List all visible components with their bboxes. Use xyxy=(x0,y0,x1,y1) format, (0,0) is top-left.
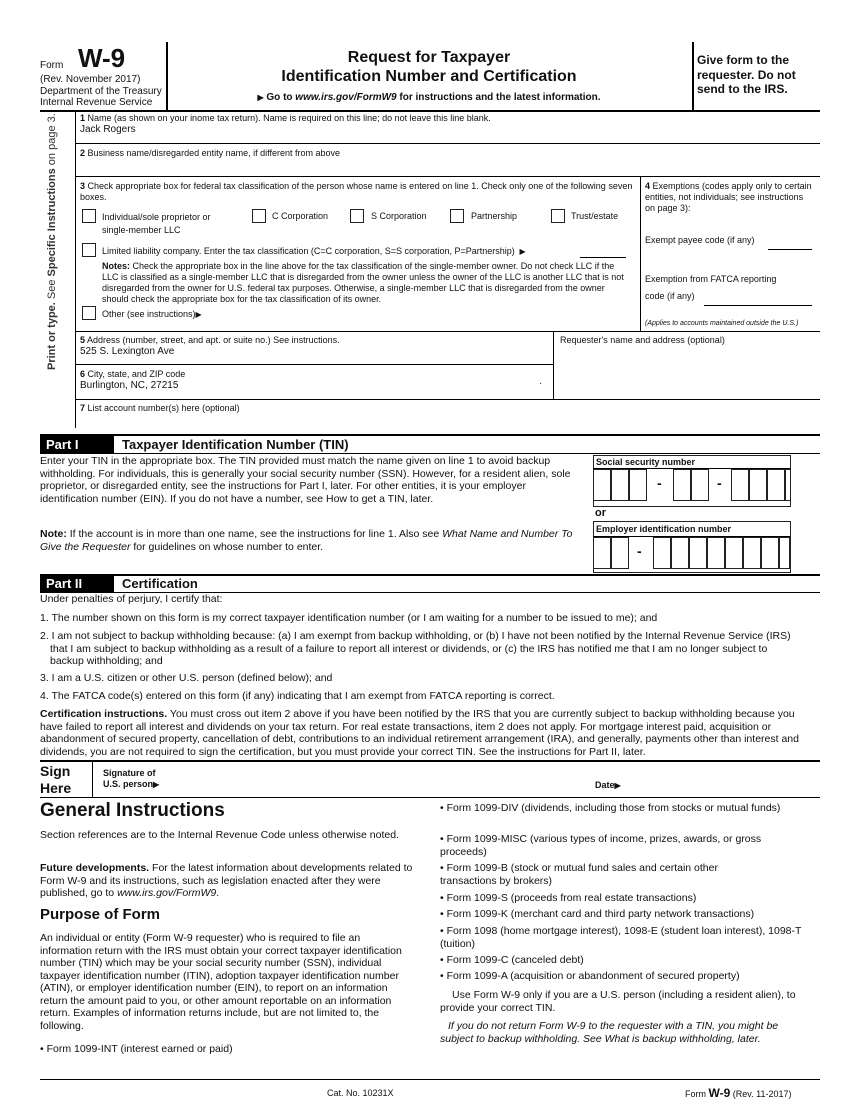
arrow-icon: ▶ xyxy=(614,781,621,790)
line5-label: 5 Address (number, street, and apt. or suite no.) See instructions. xyxy=(80,335,340,345)
individual-label: Individual/sole proprietor or single-member LLC xyxy=(102,212,211,235)
bullet-1099-k: • Form 1099-K (merchant card and third party network transactions) xyxy=(440,908,755,920)
account-numbers-field[interactable] xyxy=(80,414,815,427)
goto-instructions: ▶ Go to www.irs.gov/FormW9 for instructions and the latest information. xyxy=(257,92,601,103)
form-revision: (Rev. November 2017) xyxy=(40,74,141,85)
date-field[interactable] xyxy=(625,770,815,792)
s-corporation-checkbox[interactable] xyxy=(350,209,364,223)
bullet-1099-int: • Form 1099-INT (interest earned or paid) xyxy=(40,1043,233,1055)
trust-estate-label: Trust/estate xyxy=(571,211,619,221)
ein-dash: - xyxy=(637,543,642,559)
signature-field[interactable] xyxy=(175,765,585,793)
line7-label: 7 List account number(s) here (optional) xyxy=(80,403,240,413)
bullet-1098: • Form 1098 (home mortgage interest), 1098-E (student loan interest), 1098-T (tuition) xyxy=(440,925,802,950)
arrow-icon: ▶ xyxy=(195,310,202,319)
part2-intro: Under penalties of perjury, I certify that: xyxy=(40,593,223,605)
ein-digit[interactable] xyxy=(653,537,671,569)
part1-tag: Part I xyxy=(40,436,114,453)
llc-classification-field[interactable] xyxy=(580,257,626,258)
cert-item-1: 1. The number shown on this form is my correct taxpayer identification number (or I am waiting for a number to be issued to me); and xyxy=(40,612,658,624)
exemptions-label: 4 Exemptions (codes apply only to certain entities, not individuals; see instructions on page 3): xyxy=(645,181,812,213)
form-number: W-9 xyxy=(78,43,126,73)
c-corporation-checkbox[interactable] xyxy=(252,209,266,223)
fatca-code-field[interactable] xyxy=(704,305,812,306)
give-form-note: Give form to the requester. Do not send to the IRS. xyxy=(697,53,796,96)
cert-item-4: 4. The FATCA code(s) entered on this form (if any) indicating that I am exempt from FATCA reporting is correct. xyxy=(40,690,555,702)
ssn-digit[interactable] xyxy=(611,469,629,501)
line3-label: 3 Check appropriate box for federal tax classification of the person whose name is entered on line 1. Check only one of the following seven boxes. xyxy=(80,181,633,202)
ein-digit[interactable] xyxy=(707,537,725,569)
trust-estate-checkbox[interactable] xyxy=(551,209,565,223)
purpose-heading: Purpose of Form xyxy=(40,906,161,923)
ein-digit[interactable] xyxy=(611,537,629,569)
purpose-text: An individual or entity (Form W-9 requester) who is required to file an information return with the IRS must obtain your correct taxpayer identification number (TIN) which may be your social security number (SSN), individual taxpayer identification number (ITIN), adoption taxpayer identification number (ATIN), or employer identification number (EIN), to report on an information return the amount paid to you, or other amount reportable on an information return. Examples of information returns include, but are not limited to, the following. xyxy=(40,932,402,1032)
ssn-label: Social security number xyxy=(596,457,696,467)
requester-field[interactable] xyxy=(556,348,818,397)
cert-instructions: Certification instructions. You must cross out item 2 above if you have been notified by the IRS that you are currently subject to backup withholding because you have failed to report all interest and dividends on your tax return. For real estate transactions, item 2 does not apply. For mortgage interest paid, acquisition or abandonment of secured property, cancellation of debt, contributions to an individual retirement arrangement (IRA), and generally, payments other than interest and dividends, you are not required to sign the certification, but you must provide your correct TIN. See the instructions for Part II, later. xyxy=(40,708,799,758)
other-checkbox[interactable] xyxy=(82,306,96,320)
c-corporation-label: C Corporation xyxy=(272,211,329,221)
partnership-checkbox[interactable] xyxy=(450,209,464,223)
cert-item-2: 2. I am not subject to backup withholding because: (a) I am exempt from backup withholding, or (b) I have not been notified by the Internal Revenue Service (IRS) that I am subject to backup withholding as a result of a failure to report all interest or dividends, or (c) the IRS has notified me that I am no longer subject to backup withholding; and xyxy=(40,630,791,667)
ssn-digit[interactable] xyxy=(629,469,647,501)
cert-item-3: 3. I am a U.S. citizen or other U.S. person (defined below); and xyxy=(40,672,333,684)
line1-label: 1 Name (as shown on your inome tax return). Name is required on this line; do not leave this line blank. xyxy=(80,113,491,123)
date-label: Date▶ xyxy=(595,780,621,790)
ein-digit[interactable] xyxy=(593,537,611,569)
fatca-label-1: Exemption from FATCA reporting xyxy=(645,274,777,284)
ein-digit[interactable] xyxy=(725,537,743,569)
name-field[interactable]: Jack Rogers xyxy=(80,124,136,135)
ssn-digit[interactable] xyxy=(767,469,785,501)
form-word: Form xyxy=(40,60,64,71)
llc-label: Limited liability company. Enter the tax classification (C=C corporation, S=S corporation, P=Partnership) ▶ xyxy=(102,246,526,256)
exempt-payee-field[interactable] xyxy=(768,249,812,250)
llc-checkbox[interactable] xyxy=(82,243,96,257)
form-title-line2: Identification Number and Certification xyxy=(281,68,577,85)
city-state-zip-field[interactable]: Burlington, NC, 27215 xyxy=(80,380,179,391)
arrow-icon: ▶ xyxy=(153,780,160,789)
ein-digit[interactable] xyxy=(671,537,689,569)
line6-label: 6 City, state, and ZIP code xyxy=(80,369,186,379)
other-label: Other (see instructions)▶ xyxy=(102,309,202,319)
bullet-1099-a: • Form 1099-A (acquisition or abandonment of secured property) xyxy=(440,970,740,982)
ein-label: Employer identification number xyxy=(596,524,732,534)
ein-digit[interactable] xyxy=(743,537,761,569)
here-label: Here xyxy=(40,780,72,796)
backup-withholding-note: If you do not return Form W-9 to the requester with a TIN, you might be subject to backup withholding. See What is backup withholding, later. xyxy=(440,1020,779,1045)
ein-digit[interactable] xyxy=(779,537,790,569)
ssn-dash: - xyxy=(657,475,662,491)
dot-mark: · xyxy=(539,378,543,389)
part1-note: Note: If the account is in more than one name, see the instructions for line 1. Also see What Name and Number To Give the Requester for guidelines on whose number to enter. xyxy=(40,528,573,553)
address-field[interactable]: 525 S. Lexington Ave xyxy=(80,346,175,357)
requester-label: Requester's name and address (optional) xyxy=(560,335,725,345)
ssn-digit[interactable] xyxy=(731,469,749,501)
ssn-digit[interactable] xyxy=(749,469,767,501)
ssn-dash: - xyxy=(717,475,722,491)
ein-digit[interactable] xyxy=(689,537,707,569)
form-label xyxy=(40,60,63,71)
part2-title: Certification xyxy=(122,576,198,591)
sign-label: Sign xyxy=(40,763,71,779)
ssn-digit[interactable] xyxy=(593,469,611,501)
ssn-digit[interactable] xyxy=(785,469,791,501)
bullet-1099-c: • Form 1099-C (canceled debt) xyxy=(440,954,584,966)
department-label: Department of the Treasury xyxy=(40,86,162,97)
exempt-payee-label: Exempt payee code (if any) xyxy=(645,235,755,245)
part1-title: Taxpayer Identification Number (TIN) xyxy=(122,437,349,452)
catalog-number: Cat. No. 10231X xyxy=(327,1088,394,1098)
partnership-label: Partnership xyxy=(471,211,518,221)
irs-url: www.irs.gov/FormW9 xyxy=(295,92,397,103)
irs-url: www.irs.gov/FormW9 xyxy=(117,887,217,899)
fatca-applies-note: (Applies to accounts maintained outside the U.S.) xyxy=(645,320,799,327)
llc-notes: Notes: Check the appropriate box in the line above for the tax classification of the single-member owner. Do not check LLC if the LLC is classified as a single-member LLC that is disregarded from the owner unless the owner of the LLC is another LLC that is not disregarded from the owner for U.S. federal tax purposes. Otherwise, a single-member LLC that is disregarded from the owner should check the appropriate box for the tax classification of its owner. xyxy=(102,261,624,304)
use-form-note: Use Form W-9 only if you are a U.S. person (including a resident alien), to provide your correct TIN. xyxy=(440,989,796,1014)
form-title-line1: Request for Taxpayer xyxy=(347,49,511,66)
line2-label: 2 Business name/disregarded entity name, if different from above xyxy=(80,148,340,158)
fatca-label-2: code (if any) xyxy=(645,291,695,301)
arrow-icon: ▶ xyxy=(257,93,264,102)
future-developments: Future developments. For the latest information about developments related to Form W-9 and its instructions, such as legislation enacted after they were published, go to www.irs.gov/FormW9. xyxy=(40,862,413,899)
arrow-icon: ▶ xyxy=(517,247,526,256)
footer-form: Form W-9 (Rev. 11-2017) xyxy=(685,1086,792,1100)
ssn-digit[interactable] xyxy=(691,469,709,501)
bullet-1099-div: • Form 1099-DIV (dividends, including those from stocks or mutual funds) xyxy=(440,802,781,814)
s-corporation-label: S Corporation xyxy=(371,211,427,221)
signature-label: Signature of U.S. person▶ xyxy=(103,768,160,789)
bullet-1099-misc: • Form 1099-MISC (various types of income, prizes, awards, or gross proceeds) xyxy=(440,833,762,858)
general-instructions-heading: General Instructions xyxy=(40,800,225,821)
ssn-digit[interactable] xyxy=(673,469,691,501)
side-print-instructions: Print or type. See Specific Instructions on page 3. xyxy=(46,113,58,370)
business-name-field[interactable] xyxy=(80,160,810,174)
part2-tag: Part II xyxy=(40,575,114,592)
general-p1: Section references are to the Internal Revenue Code unless otherwise noted. xyxy=(40,829,399,841)
bullet-1099-b: • Form 1099-B (stock or mutual fund sales and certain other transactions by brokers) xyxy=(440,862,718,887)
bullet-1099-s: • Form 1099-S (proceeds from real estate transactions) xyxy=(440,892,697,904)
irs-label: Internal Revenue Service xyxy=(40,97,153,108)
individual-checkbox[interactable] xyxy=(82,209,96,223)
part1-body: Enter your TIN in the appropriate box. The TIN provided must match the name given on line 1 to avoid backup withholding. For individuals, this is generally your social security number (SSN). However, for a resident alien, sole proprietor, or disregarded entity, see the instructions for Part I, later. For other entities, it is your employer identification number (EIN). If you do not have a number, see How to get a TIN, later. xyxy=(40,455,571,505)
ein-digit[interactable] xyxy=(761,537,779,569)
or-label: or xyxy=(595,507,606,519)
